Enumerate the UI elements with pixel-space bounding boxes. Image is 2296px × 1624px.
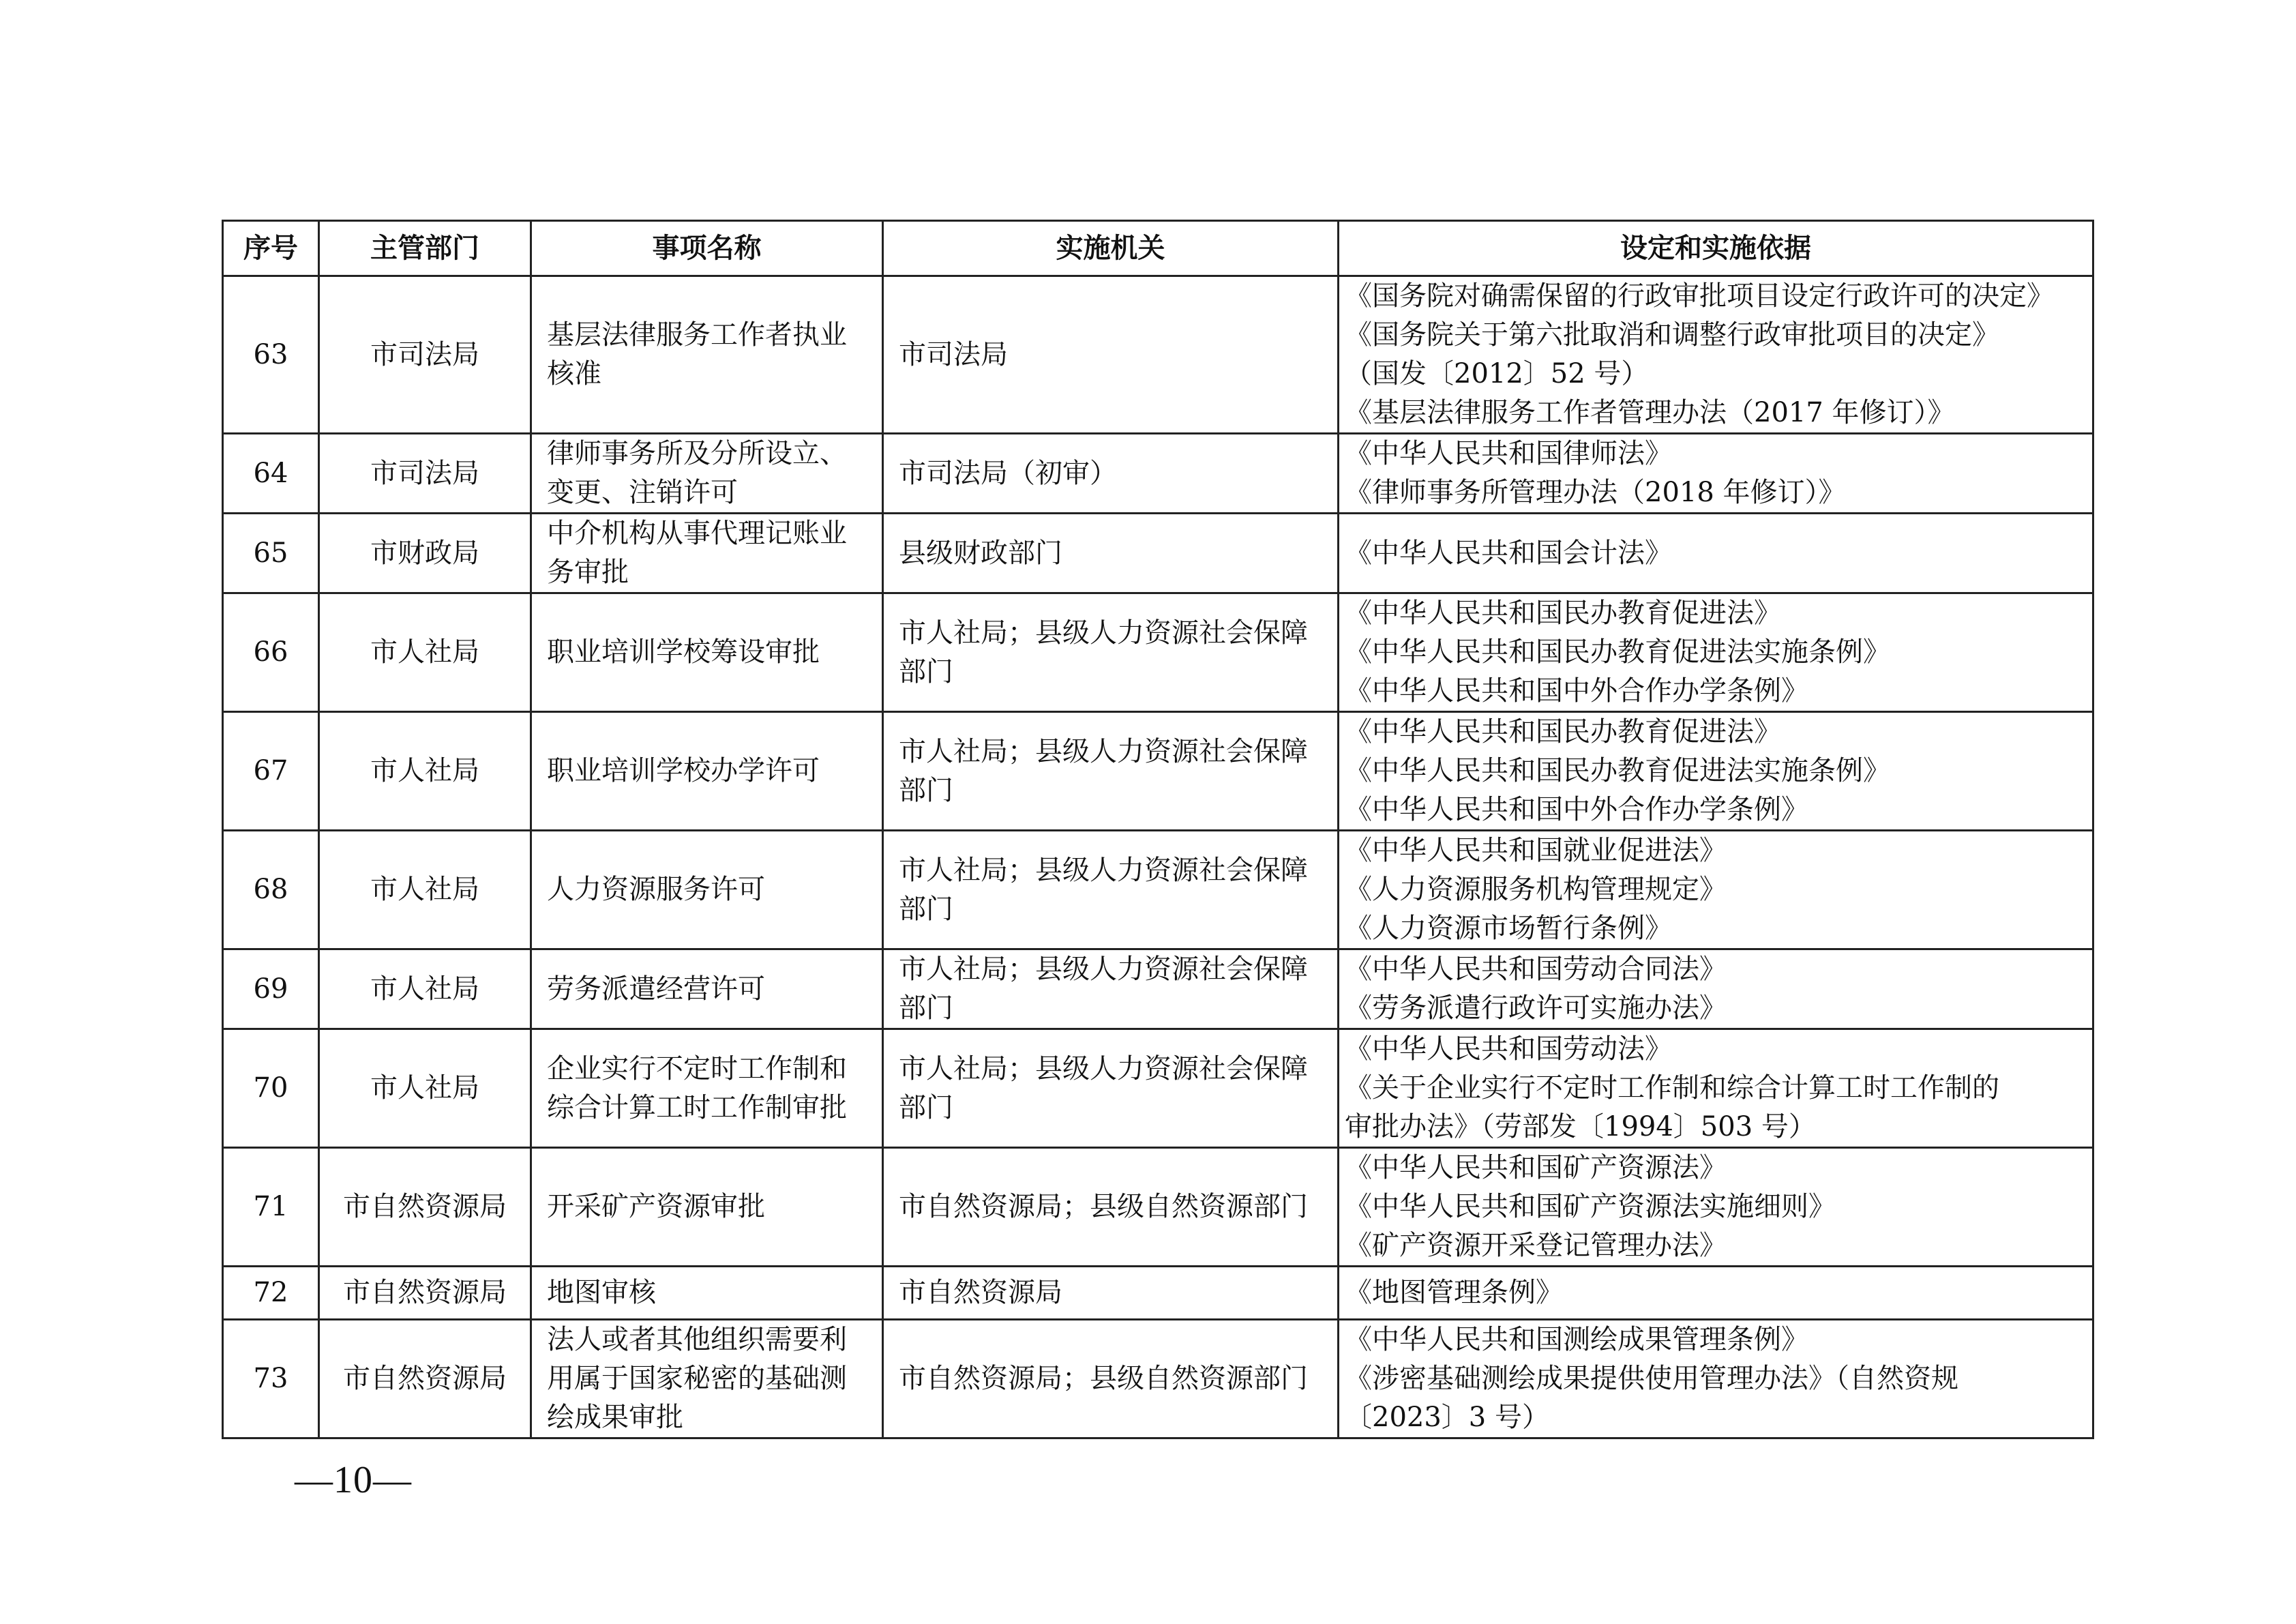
- item-name-line: 律师事务所及分所设立、: [547, 438, 847, 469]
- item-name-cell: [531, 276, 883, 434]
- legal-basis-line: 《中华人民共和国矿产资源法》: [1345, 1152, 1727, 1183]
- authority-line: 市人社局；县级人力资源社会保障: [899, 954, 1308, 985]
- authority-line: 部门: [899, 992, 953, 1024]
- item-name-cell: [531, 712, 883, 831]
- item-name-line: 企业实行不定时工作制和: [547, 1052, 847, 1084]
- department-cell: 市人社局: [319, 712, 531, 831]
- table-row: [223, 712, 2093, 831]
- legal-basis-cell: [1339, 1267, 2093, 1320]
- table-row: [223, 1029, 2093, 1148]
- serial-number-cell: 71: [223, 1148, 319, 1267]
- item-name-cell: [531, 1029, 883, 1148]
- header-serial-number: 序号: [223, 221, 319, 276]
- legal-basis-cell: [1339, 434, 2093, 514]
- document-table-container: [222, 220, 2092, 1439]
- item-name-line: 核准: [547, 358, 601, 389]
- implementing-authority-cell: [883, 1320, 1339, 1438]
- legal-basis-line: 《中华人民共和国矿产资源法实施细则》: [1345, 1191, 1836, 1222]
- authority-line: 部门: [899, 655, 953, 688]
- implementing-authority-cell: [883, 1148, 1339, 1267]
- legal-basis-cell: [1339, 1148, 2093, 1267]
- department-cell: 市人社局: [319, 1029, 531, 1148]
- serial-number-cell: 66: [223, 593, 319, 712]
- implementing-authority-cell: [883, 1029, 1339, 1148]
- table-row: [223, 949, 2093, 1029]
- item-name-line: 法人或者其他组织需要利: [547, 1324, 847, 1355]
- item-name-cell: [531, 1320, 883, 1438]
- implementing-authority-cell: [883, 1267, 1339, 1320]
- legal-basis-line: 〔2023〕3 号）: [1345, 1402, 1549, 1433]
- item-name-line: 劳务派遣经营许可: [547, 973, 765, 1005]
- implementing-authority-cell: [883, 434, 1339, 514]
- department-cell: 市自然资源局: [319, 1320, 531, 1438]
- serial-number-cell: 65: [223, 514, 319, 593]
- authority-line: 市自然资源局；县级自然资源部门: [899, 1191, 1308, 1222]
- serial-number-cell: 73: [223, 1320, 319, 1438]
- item-name-cell: [531, 593, 883, 712]
- table-row: [223, 593, 2093, 712]
- department-cell: 市人社局: [319, 831, 531, 949]
- authority-line: 部门: [899, 893, 953, 925]
- legal-basis-line: 《涉密基础测绘成果提供使用管理办法》（自然资规: [1345, 1363, 1958, 1394]
- legal-basis-line: 《中华人民共和国就业促进法》: [1345, 835, 1727, 866]
- item-name-line: 务审批: [547, 557, 629, 588]
- legal-basis-line: 《中华人民共和国会计法》: [1345, 537, 1672, 569]
- item-name-line: 用属于国家秘密的基础测: [547, 1363, 847, 1394]
- legal-basis-line: 《中华人民共和国劳动法》: [1345, 1033, 1672, 1065]
- item-name-cell: [531, 1148, 883, 1267]
- table-row: [223, 1148, 2093, 1267]
- table-row: [223, 514, 2093, 593]
- table-row: [223, 1320, 2093, 1438]
- page-number: —10—: [295, 1459, 412, 1501]
- item-name-line: 地图审核: [547, 1277, 656, 1308]
- item-name-line: 基层法律服务工作者执业: [547, 319, 847, 351]
- legal-basis-line: 审批办法》（劳部发〔1994〕503 号）: [1345, 1111, 1816, 1142]
- table-header-row: [223, 221, 2093, 276]
- implementing-authority-cell: [883, 712, 1339, 831]
- serial-number-cell: 70: [223, 1029, 319, 1148]
- item-name-cell: [531, 1267, 883, 1320]
- item-name-cell: [531, 434, 883, 514]
- administrative-licensing-table: [222, 220, 2094, 1439]
- serial-number-cell: 67: [223, 712, 319, 831]
- department-cell: 市司法局: [319, 434, 531, 514]
- legal-basis-line: 《中华人民共和国民办教育促进法实施条例》: [1345, 755, 1890, 786]
- department-cell: 市自然资源局: [319, 1267, 531, 1320]
- item-name-line: 职业培训学校筹设审批: [547, 636, 820, 668]
- item-name-cell: [531, 831, 883, 949]
- header-implementing-authority: 实施机关: [883, 221, 1339, 276]
- item-name-line: 职业培训学校办学许可: [547, 755, 820, 786]
- table-body: [223, 276, 2093, 1438]
- authority-line: 市人社局；县级人力资源社会保障: [899, 617, 1308, 649]
- legal-basis-line: 《基层法律服务工作者管理办法（2017 年修订）》: [1345, 397, 1955, 428]
- legal-basis-cell: [1339, 712, 2093, 831]
- item-name-cell: [531, 514, 883, 593]
- legal-basis-line: 《人力资源市场暂行条例》: [1345, 913, 1672, 944]
- authority-line: 市人社局；县级人力资源社会保障: [899, 1052, 1308, 1084]
- department-cell: 市财政局: [319, 514, 531, 593]
- implementing-authority-cell: [883, 276, 1339, 434]
- authority-line: 市人社局；县级人力资源社会保障: [899, 735, 1308, 767]
- department-cell: 市自然资源局: [319, 1148, 531, 1267]
- header-department: 主管部门: [319, 221, 531, 276]
- legal-basis-line: 《中华人民共和国测绘成果管理条例》: [1345, 1324, 1808, 1355]
- table-row: [223, 1267, 2093, 1320]
- legal-basis-line: 《中华人民共和国中外合作办学条例》: [1345, 675, 1808, 707]
- implementing-authority-cell: [883, 831, 1339, 949]
- legal-basis-line: 《中华人民共和国民办教育促进法》: [1345, 716, 1781, 748]
- legal-basis-line: 《劳务派遣行政许可实施办法》: [1345, 992, 1727, 1024]
- legal-basis-line: 《人力资源服务机构管理规定》: [1345, 874, 1727, 905]
- item-name-line: 变更、注销许可: [547, 477, 738, 508]
- legal-basis-line: （国发〔2012〕52 号）: [1345, 358, 1649, 389]
- authority-line: 市自然资源局；县级自然资源部门: [899, 1363, 1308, 1394]
- legal-basis-line: 《地图管理条例》: [1345, 1277, 1563, 1308]
- item-name-line: 人力资源服务许可: [547, 874, 765, 905]
- item-name-line: 绘成果审批: [547, 1402, 683, 1433]
- implementing-authority-cell: [883, 949, 1339, 1029]
- header-legal-basis: 设定和实施依据: [1339, 221, 2093, 276]
- legal-basis-line: 《矿产资源开采登记管理办法》: [1345, 1230, 1727, 1261]
- authority-line: 市司法局（初审）: [899, 457, 1117, 489]
- legal-basis-line: 《国务院对确需保留的行政审批项目设定行政许可的决定》: [1345, 280, 2054, 312]
- serial-number-cell: 72: [223, 1267, 319, 1320]
- legal-basis-cell: [1339, 1320, 2093, 1438]
- table-row: [223, 434, 2093, 514]
- authority-line: 部门: [899, 1091, 953, 1123]
- department-cell: 市人社局: [319, 593, 531, 712]
- authority-line: 市自然资源局: [899, 1277, 1062, 1308]
- department-cell: 市人社局: [319, 949, 531, 1029]
- item-name-cell: [531, 949, 883, 1029]
- authority-line: 县级财政部门: [899, 537, 1062, 569]
- legal-basis-cell: [1339, 593, 2093, 712]
- legal-basis-cell: [1339, 276, 2093, 434]
- authority-line: 市人社局；县级人力资源社会保障: [899, 854, 1308, 886]
- implementing-authority-cell: [883, 593, 1339, 712]
- legal-basis-cell: [1339, 1029, 2093, 1148]
- authority-line: 部门: [899, 774, 953, 806]
- authority-line: 市司法局: [899, 338, 1008, 370]
- legal-basis-line: 《中华人民共和国民办教育促进法实施条例》: [1345, 636, 1890, 668]
- serial-number-cell: 68: [223, 831, 319, 949]
- legal-basis-line: 《律师事务所管理办法（2018 年修订）》: [1345, 477, 1846, 508]
- legal-basis-line: 《中华人民共和国民办教育促进法》: [1345, 597, 1781, 629]
- item-name-line: 中介机构从事代理记账业: [547, 518, 847, 549]
- legal-basis-line: 《中华人民共和国中外合作办学条例》: [1345, 794, 1808, 825]
- legal-basis-line: 《关于企业实行不定时工作制和综合计算工时工作制的: [1345, 1072, 1999, 1104]
- serial-number-cell: 63: [223, 276, 319, 434]
- table-row: [223, 831, 2093, 949]
- department-cell: 市司法局: [319, 276, 531, 434]
- serial-number-cell: 64: [223, 434, 319, 514]
- header-item-name: 事项名称: [531, 221, 883, 276]
- table-row: [223, 276, 2093, 434]
- item-name-line: 综合计算工时工作制审批: [547, 1091, 847, 1123]
- legal-basis-cell: [1339, 831, 2093, 949]
- legal-basis-line: 《国务院关于第六批取消和调整行政审批项目的决定》: [1345, 319, 1999, 351]
- serial-number-cell: 69: [223, 949, 319, 1029]
- legal-basis-cell: [1339, 949, 2093, 1029]
- implementing-authority-cell: [883, 514, 1339, 593]
- legal-basis-line: 《中华人民共和国劳动合同法》: [1345, 954, 1727, 985]
- legal-basis-cell: [1339, 514, 2093, 593]
- item-name-line: 开采矿产资源审批: [547, 1191, 765, 1222]
- legal-basis-line: 《中华人民共和国律师法》: [1345, 438, 1672, 469]
